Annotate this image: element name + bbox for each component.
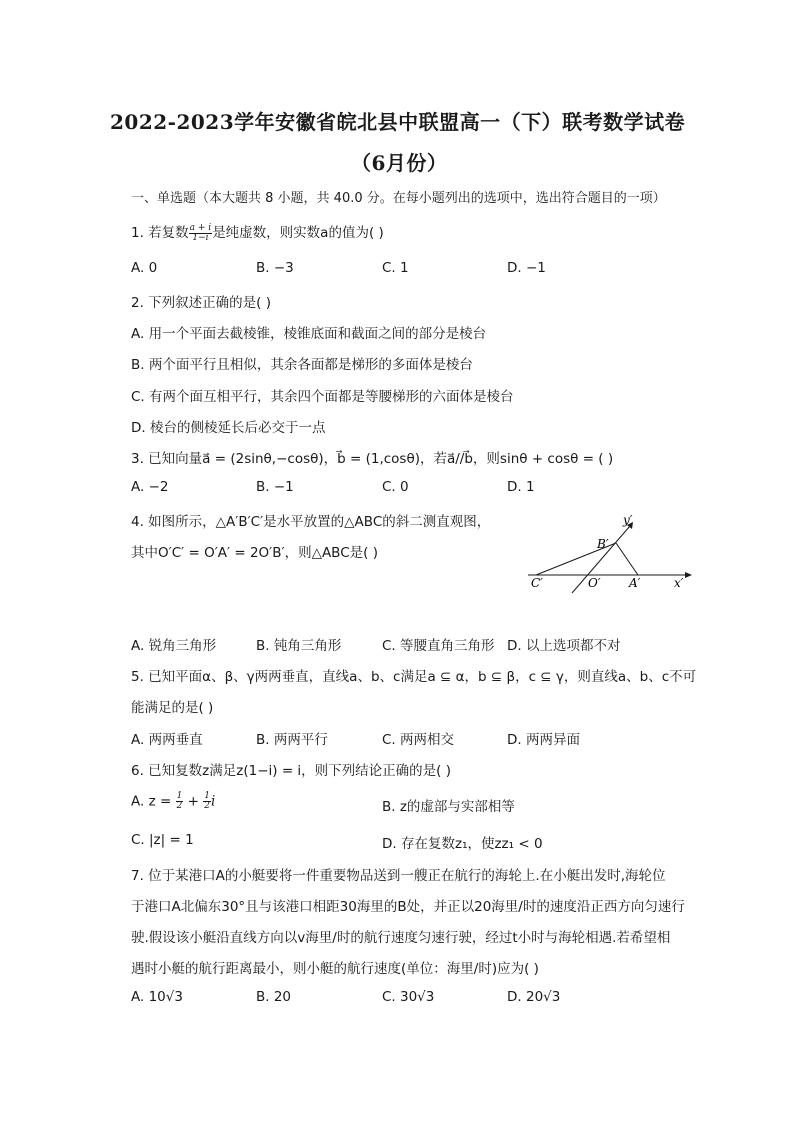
q2-option-b: B. 两个面平行且相似，其余各面都是梯形的多面体是棱台	[131, 357, 473, 373]
q7-option-a: A. 10√3	[131, 989, 183, 1005]
q1-fraction	[189, 224, 213, 243]
q7-option-c: C. 30√3	[382, 989, 435, 1005]
q6-a-frac1-den: 2	[176, 801, 183, 811]
q6-a-frac1-num: 1	[176, 791, 183, 801]
q3-option-d: D. 1	[507, 479, 535, 495]
q6-option-a	[131, 792, 215, 811]
q7-option-b: B. 20	[256, 989, 292, 1005]
question-7-line3: 驶.假设该小艇沿直线方向以v海里/时的航行速度匀速行驶，经过t小时与海轮相遇.若希望相	[131, 930, 671, 946]
page-title: 2022-2023学年安徽省皖北县中联盟高一（下）联考数学试卷	[110, 110, 686, 134]
q6-a-prefix: A. z =	[131, 793, 176, 810]
q7-option-d: D. 20√3	[507, 989, 561, 1005]
oblique-projection-figure	[520, 508, 700, 598]
question-1-stem	[131, 221, 384, 243]
q2-option-d: D. 棱台的侧棱延长后必交于一点	[131, 420, 326, 436]
q2-option-a: A. 用一个平面去截棱锥，棱锥底面和截面之间的部分是棱台	[131, 326, 487, 342]
q4-option-a: A. 锐角三角形	[131, 638, 217, 654]
question-3-stem: 3. 已知向量a⃗ = (2sinθ,−cosθ)，b⃗ = (1,cosθ)，若a⃗//b⃗，则sinθ + cosθ = ( )	[131, 451, 614, 467]
q3-option-b: B. −1	[256, 479, 294, 495]
q2-option-c: C. 有两个面互相平行，其余四个面都是等腰梯形的六面体是棱台	[131, 389, 514, 405]
question-5-stem-line1: 5. 已知平面α、β、γ两两垂直，直线a、b、c满足a ⊆ α，b ⊆ β，c ⊆ γ，则直线a、b、c不可	[131, 669, 697, 685]
q1-option-d: D. −1	[507, 260, 546, 276]
edge-b-a	[616, 543, 638, 575]
q6-a-frac2-den: 2	[204, 801, 210, 811]
q5-option-d: D. 两两异面	[507, 732, 580, 748]
q4-option-d: D. 以上选项都不对	[507, 638, 621, 654]
q1-denominator: 1−i	[192, 232, 209, 243]
q5-option-b: B. 两两平行	[256, 732, 328, 748]
q4-option-c: C. 等腰直角三角形	[382, 638, 495, 654]
q1-pre: 1. 若复数	[131, 225, 189, 241]
q3-option-a: A. −2	[131, 479, 169, 495]
question-4-stem-line1: 4. 如图所示，△A′B′C′是水平放置的△ABC的斜二测直观图，	[131, 514, 491, 530]
q1-option-b: B. −3	[256, 260, 294, 276]
question-7-line2: 于港口A北偏东30°且与该港口相距30海里的B处，并正以20海里/时的速度沿正西方向匀速行	[131, 899, 685, 915]
label-x-prime: x′	[674, 576, 684, 590]
q6-a-fraction-2	[203, 792, 211, 811]
q6-a-i: i	[210, 793, 216, 810]
q5-option-c: C. 两两相交	[382, 732, 455, 748]
label-o-prime: O′	[588, 576, 601, 590]
question-6-stem: 6. 已知复数z满足z(1−i) = i，则下列结论正确的是( )	[131, 763, 451, 779]
q6-option-c: C. |z| = 1	[131, 832, 194, 848]
q1-numerator: a + i	[189, 222, 212, 233]
question-7-line1: 7. 位于某港口A的小艇要将一件重要物品送到一艘正在航行的海轮上.在小艇出发时,海轮位	[131, 868, 666, 884]
label-a-prime: A′	[629, 576, 641, 590]
question-2-stem: 2. 下列叙述正确的是( )	[131, 295, 271, 311]
q6-option-d: D. 存在复数z₁，使zz₁ < 0	[382, 836, 543, 852]
q1-option-a: A. 0	[131, 260, 158, 276]
q1-post: 是纯虚数，则实数a的值为( )	[212, 225, 384, 241]
q1-option-c: C. 1	[382, 260, 409, 276]
question-4-stem-line2: 其中O′C′ = O′A′ = 2O′B′，则△ABC是( )	[131, 545, 378, 561]
x-axis-arrow	[685, 572, 692, 578]
label-c-prime: C′	[531, 576, 543, 590]
q6-a-plus: +	[183, 793, 204, 810]
q3-option-c: C. 0	[382, 479, 409, 495]
page-subtitle: （6月份）	[351, 151, 448, 175]
q4-option-b: B. 钝角三角形	[256, 638, 342, 654]
label-y-prime: y′	[623, 513, 633, 527]
question-7-line4: 遇时小艇的航行距离最小，则小艇的航行速度(单位：海里/时)应为( )	[131, 961, 539, 977]
label-b-prime: B′	[597, 537, 609, 551]
q6-option-b: B. z的虚部与实部相等	[382, 799, 515, 815]
question-5-stem-line2: 能满足的是( )	[131, 700, 214, 716]
q5-option-a: A. 两两垂直	[131, 732, 203, 748]
section-header: 一、单选题（本大题共 8 小题，共 40.0 分。在每小题列出的选项中，选出符合题目的一项）	[131, 191, 666, 206]
q6-a-frac2-num: 1	[204, 791, 210, 801]
